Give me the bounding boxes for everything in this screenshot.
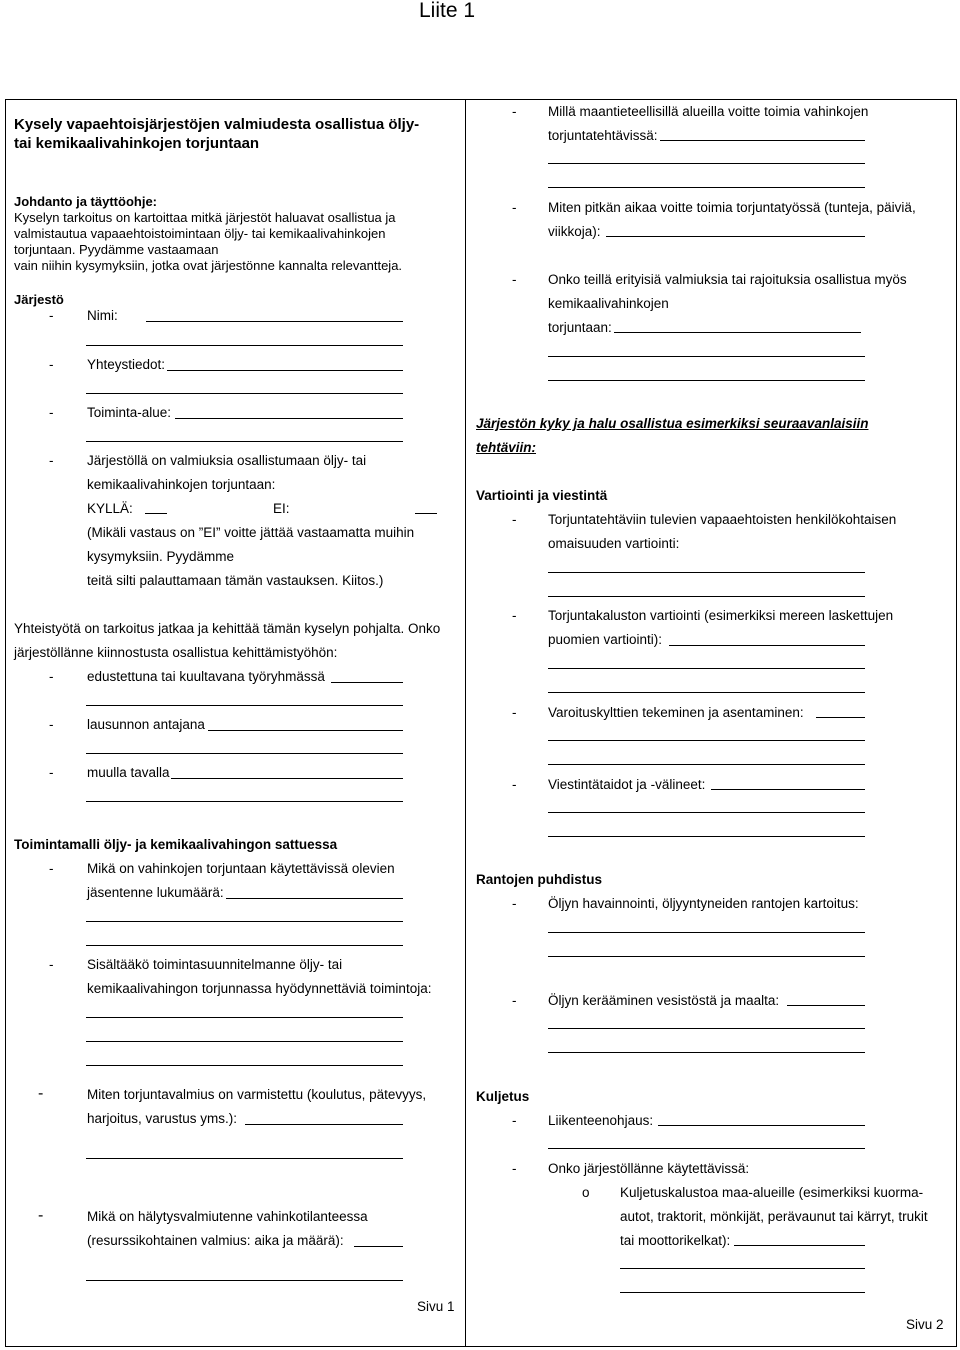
answer-line[interactable] <box>620 1268 865 1269</box>
cooperation-item2-field[interactable] <box>208 730 403 731</box>
note-line1: (Mikäli vastaus on ”EI” voitte jättää vastaamatta muihin <box>87 525 415 540</box>
intro-heading: Johdanto ja täyttöohje: <box>14 194 157 209</box>
monitoring-q2-line1: Torjuntakaluston vartiointi (esimerkiksi mereen laskettujen <box>548 608 894 623</box>
model-q2-line2: kemikaalivahingon torjunnassa hyödynnettäviä toimintoja: <box>87 981 432 996</box>
answer-line[interactable] <box>86 345 403 346</box>
areas-q2-line1: Miten pitkän aikaa voitte toimia torjuntatyössä (tunteja, päiviä, <box>548 200 916 215</box>
org-name-label: Nimi: <box>87 308 118 323</box>
answer-line[interactable] <box>548 380 865 381</box>
dash: - <box>512 705 517 720</box>
dash: - <box>512 1161 517 1176</box>
dash: - <box>49 861 54 876</box>
answer-line[interactable] <box>548 572 865 573</box>
note-line3: teitä silti palauttamaan tämän vastauksen. Kiitos.) <box>87 573 384 588</box>
cooperation-item3: muulla tavalla <box>87 765 170 780</box>
answer-line[interactable] <box>548 812 865 813</box>
answer-line[interactable] <box>548 668 865 669</box>
page-number-1: Sivu 1 <box>417 1299 455 1314</box>
transport-heading: Kuljetus <box>476 1089 530 1104</box>
dash: - <box>49 405 54 420</box>
model-q1-line1: Mikä on vahinkojen torjuntaan käytettävissä olevien <box>87 861 395 876</box>
vehicles-field[interactable] <box>734 1245 865 1246</box>
answer-line[interactable] <box>86 921 403 922</box>
org-heading: Järjestö <box>14 292 64 307</box>
readiness-q1-line1: Miten torjuntavalmius on varmistettu (koulutus, pätevyys, <box>87 1087 427 1102</box>
areas-q1-line1: Millä maantieteellisillä alueilla voitte toimia vahinkojen <box>548 104 869 119</box>
answer-line[interactable] <box>548 596 865 597</box>
answer-line[interactable] <box>86 1041 403 1042</box>
dash: - <box>38 1207 44 1224</box>
page-number-2: Sivu 2 <box>906 1317 944 1332</box>
dash: - <box>512 104 517 119</box>
monitoring-q1-line1: Torjuntatehtäviin tulevien vapaaehtoisten henkilökohtaisen <box>548 512 897 527</box>
page-title: Liite 1 <box>419 0 476 22</box>
area-field[interactable] <box>175 418 403 419</box>
cleaning-q2: Öljyn kerääminen vesistöstä ja maalta: <box>548 993 780 1008</box>
org-name-field[interactable] <box>146 321 403 322</box>
answer-line[interactable] <box>548 740 865 741</box>
answer-line[interactable] <box>548 932 865 933</box>
transport-q3-line3: tai moottorikelkat): <box>620 1233 731 1248</box>
note-line2: kysymyksiin. Pyydämme <box>87 549 235 564</box>
dash: - <box>512 272 517 287</box>
transport-q3-line1: Kuljetuskalustoa maa-alueille (esimerkiksi kuorma- <box>620 1185 924 1200</box>
yes-label: KYLLÄ: <box>87 501 133 516</box>
cleaning-q1: Öljyn havainnointi, öljyyntyneiden rantojen kartoitus: <box>548 896 859 911</box>
survey-title-line1: Kysely vapaehtoisjärjestöjen valmiudesta osallistua öljy- <box>14 116 420 133</box>
readiness-q2-field[interactable] <box>354 1246 403 1247</box>
chemical-readiness-field[interactable] <box>614 332 861 333</box>
cleaning-heading: Rantojen puhdistus <box>476 872 602 887</box>
areas-q2-line2: viikkoja): <box>548 224 601 239</box>
duration-field[interactable] <box>606 236 865 237</box>
transport-q3-line2: autot, traktorit, mönkijät, perävaunut tai kärryt, trukit <box>620 1209 928 1224</box>
answer-line[interactable] <box>548 1148 865 1149</box>
answer-line[interactable] <box>86 393 403 394</box>
tasks-heading-line2: tehtäviin: <box>476 440 537 455</box>
monitoring-q4: Viestintätaidot ja -välineet: <box>548 777 706 792</box>
bullet: o <box>582 1185 590 1200</box>
readiness-q1-field[interactable] <box>245 1124 403 1125</box>
intro-line: Kyselyn tarkoitus on kartoittaa mitkä järjestöt haluavat osallistua ja <box>14 210 396 225</box>
cooperation-item1: edustettuna tai kuultavana työryhmässä <box>87 669 325 684</box>
cooperation-item3-field[interactable] <box>171 778 403 779</box>
areas-q3-line1: Onko teillä erityisiä valmiuksia tai rajoituksia osallistua myös <box>548 272 907 287</box>
intro-line: torjuntaan. Pyydämme vastaamaan <box>14 242 219 257</box>
dash: - <box>512 608 517 623</box>
intro-line: vain niihin kysymyksiin, jotka ovat järjestönne kannalta relevantteja. <box>14 258 403 273</box>
cooperation-line1: Yhteistyötä on tarkoitus jatkaa ja kehittää tämän kyselyn pohjalta. Onko <box>14 621 441 636</box>
answer-line[interactable] <box>86 801 403 802</box>
answer-line[interactable] <box>86 1017 403 1018</box>
answer-line[interactable] <box>620 1292 865 1293</box>
answer-line[interactable] <box>548 1052 865 1053</box>
survey-title-line2: tai kemikaalivahinkojen torjuntaan <box>14 135 260 152</box>
cooperation-line2: järjestöllänne kiinnostusta osallistua kehittämistyöhön: <box>14 645 338 660</box>
dash: - <box>49 669 54 684</box>
yes-field[interactable] <box>145 513 167 514</box>
dash: - <box>49 308 54 323</box>
no-field[interactable] <box>415 513 437 514</box>
areas-q3-line2: kemikaalivahinkojen <box>548 296 669 311</box>
cooperation-item2: lausunnon antajana <box>87 717 205 732</box>
areas-q1-field[interactable] <box>660 140 865 141</box>
dash: - <box>38 1085 44 1102</box>
members-count-field[interactable] <box>226 898 403 899</box>
dash: - <box>512 200 517 215</box>
answer-line[interactable] <box>86 1280 403 1281</box>
dash: - <box>49 717 54 732</box>
readiness-q2-line2: (resurssikohtainen valmius: aika ja määrä): <box>87 1233 344 1248</box>
readiness-question-line1: Järjestöllä on valmiuksia osallistumaan öljy- tai <box>87 453 367 468</box>
dash: - <box>49 453 54 468</box>
answer-line[interactable] <box>548 356 865 357</box>
dash: - <box>49 765 54 780</box>
answer-line[interactable] <box>86 945 403 946</box>
answer-line[interactable] <box>548 187 865 188</box>
answer-line[interactable] <box>86 441 403 442</box>
answer-line[interactable] <box>86 1065 403 1066</box>
dash: - <box>512 896 517 911</box>
contact-field[interactable] <box>167 370 403 371</box>
answer-line[interactable] <box>86 1158 403 1159</box>
monitoring-q1-line2: omaisuuden vartiointi: <box>548 536 680 551</box>
transport-q2: Onko järjestöllänne käytettävissä: <box>548 1161 750 1176</box>
traffic-control-field[interactable] <box>658 1125 865 1126</box>
answer-line[interactable] <box>548 956 865 957</box>
dash: - <box>49 957 54 972</box>
monitoring-q2-line2: puomien vartiointi): <box>548 632 663 647</box>
contact-label: Yhteystiedot: <box>87 357 166 372</box>
answer-line[interactable] <box>548 836 865 837</box>
dash: - <box>512 1113 517 1128</box>
answer-line[interactable] <box>86 753 403 754</box>
communication-field[interactable] <box>711 789 865 790</box>
dash: - <box>512 777 517 792</box>
cooperation-item1-field[interactable] <box>331 682 403 683</box>
signs-field[interactable] <box>816 717 865 718</box>
transport-q1: Liikenteenohjaus: <box>548 1113 654 1128</box>
areas-q1-line2: torjuntatehtävissä: <box>548 128 658 143</box>
answer-line[interactable] <box>548 692 865 693</box>
readiness-q2-line1: Mikä on hälytysvalmiutenne vahinkotilanteessa <box>87 1209 368 1224</box>
dash: - <box>512 993 517 1008</box>
answer-line[interactable] <box>548 163 865 164</box>
areas-q3-line3: torjuntaan: <box>548 320 612 335</box>
dash: - <box>512 512 517 527</box>
answer-line[interactable] <box>86 705 403 706</box>
equipment-guard-field[interactable] <box>669 645 865 646</box>
model-q2-line1: Sisältääkö toimintasuunnitelmanne öljy- tai <box>87 957 343 972</box>
column-divider <box>465 99 466 1347</box>
monitoring-q3: Varoituskylttien tekeminen ja asentaminen: <box>548 705 804 720</box>
model-heading: Toimintamalli öljy- ja kemikaalivahingon sattuessa <box>14 837 338 852</box>
monitoring-heading: Vartiointi ja viestintä <box>476 488 608 503</box>
intro-line: valmistautua vapaaehtoistoimintaan öljy- tai kemikaalivahinkojen <box>14 226 386 241</box>
dash: - <box>49 357 54 372</box>
answer-line[interactable] <box>548 764 865 765</box>
area-label: Toiminta-alue: <box>87 405 172 420</box>
no-label: EI: <box>273 501 290 516</box>
readiness-question-line2: kemikaalivahinkojen torjuntaan: <box>87 477 276 492</box>
oil-collection-field[interactable] <box>787 1005 865 1006</box>
tasks-heading-line1: Järjestön kyky ja halu osallistua esimerkiksi seuraavanlaisiin <box>476 416 869 431</box>
model-q1-line2: jäsentenne lukumäärä: <box>87 885 224 900</box>
answer-line[interactable] <box>548 1028 865 1029</box>
readiness-q1-line2: harjoitus, varustus yms.): <box>87 1111 238 1126</box>
